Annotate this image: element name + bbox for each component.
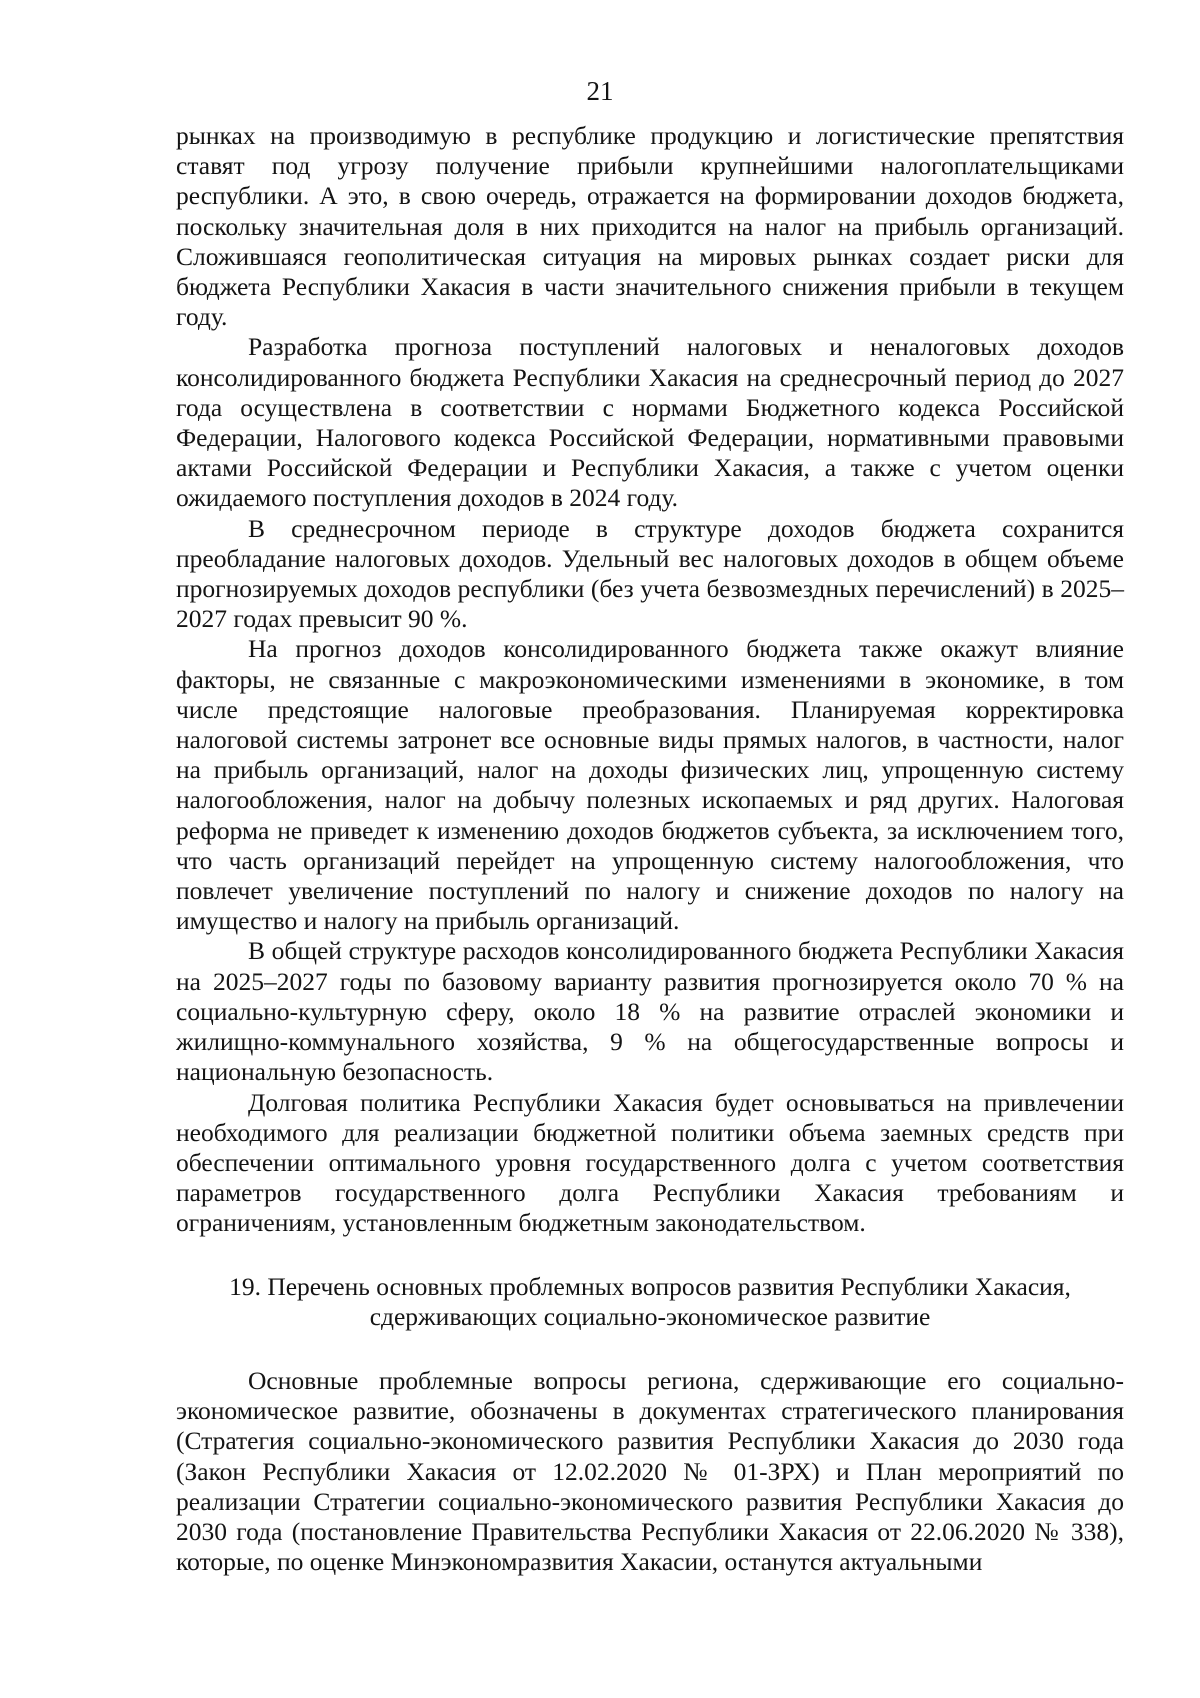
- paragraph-problem-issues: Основные проблемные вопросы региона, сдерживающие его социально-экономическое развитие, обозначены в документах стратегического планирования (Стратегия социально-экономического развития Республики Хакасия до 2030 года (Закон Республики Хакасия от 12.02.2020 № 01-ЗРХ) и План мероприятий по реализации Стратегии социально-экономического развития Республики Хакасия до 2030 года (постановление Правительства Республики Хакасия от 22.06.2020 № 338), которые, по оценке Минэкономразвития Хакасии, останутся актуальными: [176, 1365, 1124, 1577]
- paragraph-revenue-forecast: Разработка прогноза поступлений налоговых и неналоговых доходов консолидированного бюджета Республики Хакасия на среднесрочный период до 2027 года осуществлена в соответствии с нормами Бюджетного кодекса Российской Федерации, Налогового кодекса Российской Федерации, нормативными правовыми актами Российской Федерации и Республики Хакасия, а также с учетом оценки ожидаемого поступления доходов в 2024 году.: [176, 332, 1124, 513]
- document-body: [176, 121, 1124, 1577]
- section-heading-line-2: сдерживающих социально-экономическое развитие: [369, 1301, 931, 1331]
- paragraph-debt-policy: Долговая политика Республики Хакасия будет основываться на привлечении необходимого для реализации бюджетной политики объема заемных средств при обеспечении оптимального уровня государственного долга с учетом соответствия параметров государственного долга Республики Хакасия требованиям и ограничениям, установленным бюджетным законодательством.: [176, 1087, 1124, 1238]
- section-heading: [176, 1272, 1124, 1332]
- paragraph-expenditure-structure: В общей структуре расходов консолидированного бюджета Республики Хакасия на 2025–2027 годы по базовому варианту развития прогнозируется около 70 % на социально-культурную сферу, около 18 % на развитие отраслей экономики и жилищно-коммунального хозяйства, 9 % на общегосударственные вопросы и национальную безопасность.: [176, 936, 1124, 1087]
- paragraph-tax-structure: В среднесрочном периоде в структуре доходов бюджета сохранится преобладание налоговых доходов. Удельный вес налоговых доходов в общем объеме прогнозируемых доходов республики (без учета безвозмездных перечислений) в 2025–2027 годах превысит 90 %.: [176, 513, 1124, 634]
- page-number: 21: [586, 76, 614, 106]
- paragraph-tax-reform: На прогноз доходов консолидированного бюджета также окажут влияние факторы, не связанные с макроэкономическими изменениями в экономике, в том числе предстоящие налоговые преобразования. Планируемая корректировка налоговой системы затронет все основные виды прямых налогов, в частности, налог на прибыль организаций, налог на доходы физических лиц, упрощенную систему налогообложения, налог на добычу полезных ископаемых и ряд других. Налоговая реформа не приведет к изменению доходов бюджетов субъекта, за исключением того, что часть организаций перейдет на упрощенную систему налогообложения, что повлечет увеличение поступлений по налогу и снижение доходов по налогу на имущество и налогу на прибыль организаций.: [176, 634, 1124, 936]
- paragraph-continuation: рынках на производимую в республике продукцию и логистические препятствия ставят под угрозу получение прибыли крупнейшими налогоплательщиками республики. А это, в свою очередь, отражается на формировании доходов бюджета, поскольку значительная доля в них приходится на налог на прибыль организаций. Сложившаяся геополитическая ситуация на мировых рынках создает риски для бюджета Республики Хакасия в части значительного снижения прибыли в текущем году.: [176, 121, 1124, 332]
- section-heading-line-1: 19. Перечень основных проблемных вопросов развития Республики Хакасия,: [229, 1271, 1071, 1301]
